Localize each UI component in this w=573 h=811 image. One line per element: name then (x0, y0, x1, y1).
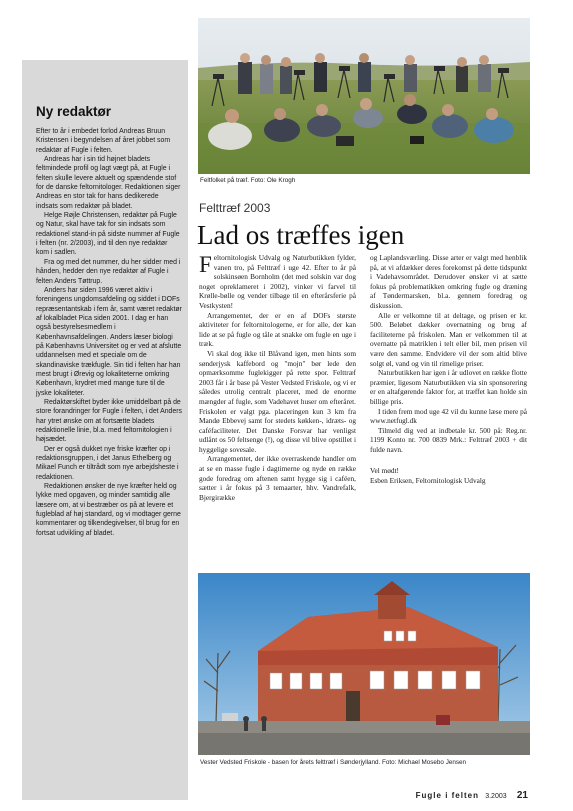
article-lead-paragraph (199, 253, 356, 311)
article-paragraph: Arrangementet, der er en af DOFs største aktiviteter for feltornitologerne, er for alle, der kan lide at se på fugle og tåle at snakke om fugle en uge i træk. (199, 310, 356, 349)
sidebar-paragraph: Helge Røjle Christensen, redaktør på Fugle og Natur, skal have tak for sin indsats som redaktionel stand-in på sidste nummer af Fugle i felten (nr. 2/2003), ind til den nye redaktør kom i sadlen. (36, 212, 180, 257)
sidebar-paragraph: Redaktørskiftet byder ikke umiddelbart på de store forandringer for Fugle i felten, i det Anders har ytret ønske om at fortsætte bladets redaktionelle linie, bl.a. med feltornitologien i højsædet. (36, 398, 182, 444)
page-number: 21 (516, 790, 528, 801)
page-footer (416, 790, 528, 801)
article-paragraph: Alle er velkomne til at deltage, og prisen er kr. 500. Beløbet dækker overnatning og brug af faciliteterne på friskolen. Man er velkommen til at overnatte på matriklen i telt eller bil, men prisen vil være den samme. Endvidere vil der som altid blive solgt øl, vand og vin til rimelige priser. (370, 310, 527, 368)
sidebar-paragraph: Redaktionen ønsker de nye kræfter held og lykke med opgaven, og minder samtidig alle læsere om, at vi bestræber os på at levere et fugleblad af høj standard, og vi modtager gerne kommentarer og tilkendegivelser, til brug for en fortsat udvikling af bladet. (36, 483, 181, 537)
signature: Esben Eriksen, Feltornitologisk Udvalg (370, 476, 486, 486)
sidebar-paragraph: Andreas har i sin tid højnet bladets feltmindede profil og lagt vægt på, at Fugle i felten skulle levere aktuelt og spændende stof for de danske feltornitologer. Redaktionen siger Andreas en stor tak for hans dedikerede indsats som redaktør på bladet. (36, 156, 181, 210)
article-paragraph: Naturbutikken har igen i år udlovet en række flotte præmier, ligesom Naturbutikken via sin sponsorering er en altafgørende faktor for, at træffet kan holde sin billige pris. (370, 368, 527, 406)
sidebar-paragraph: Fra og med det nummer, du her sidder med i hånden, hedder den nye redaktør af Fugle i felten Anders Tøttrup. (36, 258, 181, 285)
article-paragraph: Vi skal dog ikke til Blåvand igen, men hints som sønderjysk kaffebord og "mojn" bør lede den opmærksomme fuglekigger på rette spor. Felttræf 2003 får i år base på Vester Vedsted Friskole, og vi er således utrolig centralt placeret, med de enorme mængder af fugle, som Vadehavet huser om efteråret. Friskolen er valgt pga. placeringen kun 3 km fra Mandø Ebbevej samt for stedets køkken-, idræts- og caféfaciliteter. Det Danske Forsvar har venligst udlånt os 50 feltsenge (!), og disse vil blive opstillet i hyggelige sovesale. (199, 348, 356, 454)
article-column-2 (370, 253, 527, 486)
article-column-1 (199, 253, 356, 502)
school-photo (198, 573, 530, 755)
article-kicker: Felttræf 2003 (199, 201, 271, 215)
sidebar-text (36, 127, 182, 538)
sidebar-paragraph: Efter to år i embedet forlod Andreas Bruun Kristensen i begyndelsen af året jobbet som redaktør af Fugle i felten. (36, 128, 171, 154)
article-paragraph: I tiden frem mod uge 42 vil du kunne læse mere på www.netfugl.dk (370, 406, 527, 426)
birdwatchers-photo (198, 18, 530, 174)
issue-number: 3.2003 (485, 793, 507, 800)
article-paragraph: Tilmeld dig ved at indbetale kr. 500 på: Reg.nr. 1199 Konto nr. 700 0839 Mrk.: Felttræf 2003 + dit fulde navn. (370, 425, 527, 454)
article-paragraph: Arrangementet, der ikke overraskende handler om at se en masse fugle i dagtimerne og nyde en række gode foredrag om aftenen samt hygge sig i caféen, sætter i år fokus på 3 temaarter, hhv. Vandrefalk, Bjergirække (199, 454, 356, 502)
photo-caption: Vester Vedsted Friskole - basen for årets felttræf i Sønderjylland. Foto: Michael Mosebo Jensen (200, 759, 466, 766)
lead-text: eltornitologisk Udvalg og Naturbutikken fylder, vanen tro, på Felttræf i uge 42. Efter to år på solskinsøen Bornholm (det med solskin var dog noget opreklameret i 2002), vinker vi farvel til Krølle-bølle og vender tilbage til en efterårsferie på Vestkysten! (199, 253, 356, 310)
photo-caption: Feltfolket på træf. Foto: Ole Krogh (200, 177, 296, 184)
greeting: Vel mødt! (370, 466, 399, 476)
drop-cap: F (199, 252, 212, 277)
sidebar-paragraph: Der er også dukket nye friske kræfter op i redaktionsgruppen, i det Janus Ethelberg og Mikael Funch er tiltrådt som nye arbejdsheste i redaktionen. (36, 445, 179, 481)
magazine-name: Fugle i felten (415, 791, 479, 800)
article-headline: Lad os træffes igen (197, 220, 405, 250)
sidebar-paragraph: Anders har siden 1996 været aktiv i foreningens ungdomsafdeling og siddet i DOFs repræsentantskab i fem år, samt været redaktør af lokalbladet Pica siden 2001. I dag er han også bestyrelsesmedlem i Københavnsafdelingen. Anders læser biologi på Københavns Universitet og er ved at afslutte uddannelsen med et speciale om de skandinaviske trækfugle. Sin tid i felten har han mest brugt i Ørevig og lokaliteterne omkring København, krydret med mange ture til de jyske lokaliteter. (36, 286, 182, 397)
sidebar-title: Ny redaktør (36, 104, 112, 119)
article-paragraph: og Laplandsværling. Disse arter er valgt med henblik på, at vi afdækker deres forekomst på dette tidspunkt i Vadehavsområdet. Derudover ønsker vi at sætte fokus på problematikken omkring fugle og dræning af Tøndermarsken, bl.a. gennem foredrag og diskussion. (370, 253, 527, 310)
